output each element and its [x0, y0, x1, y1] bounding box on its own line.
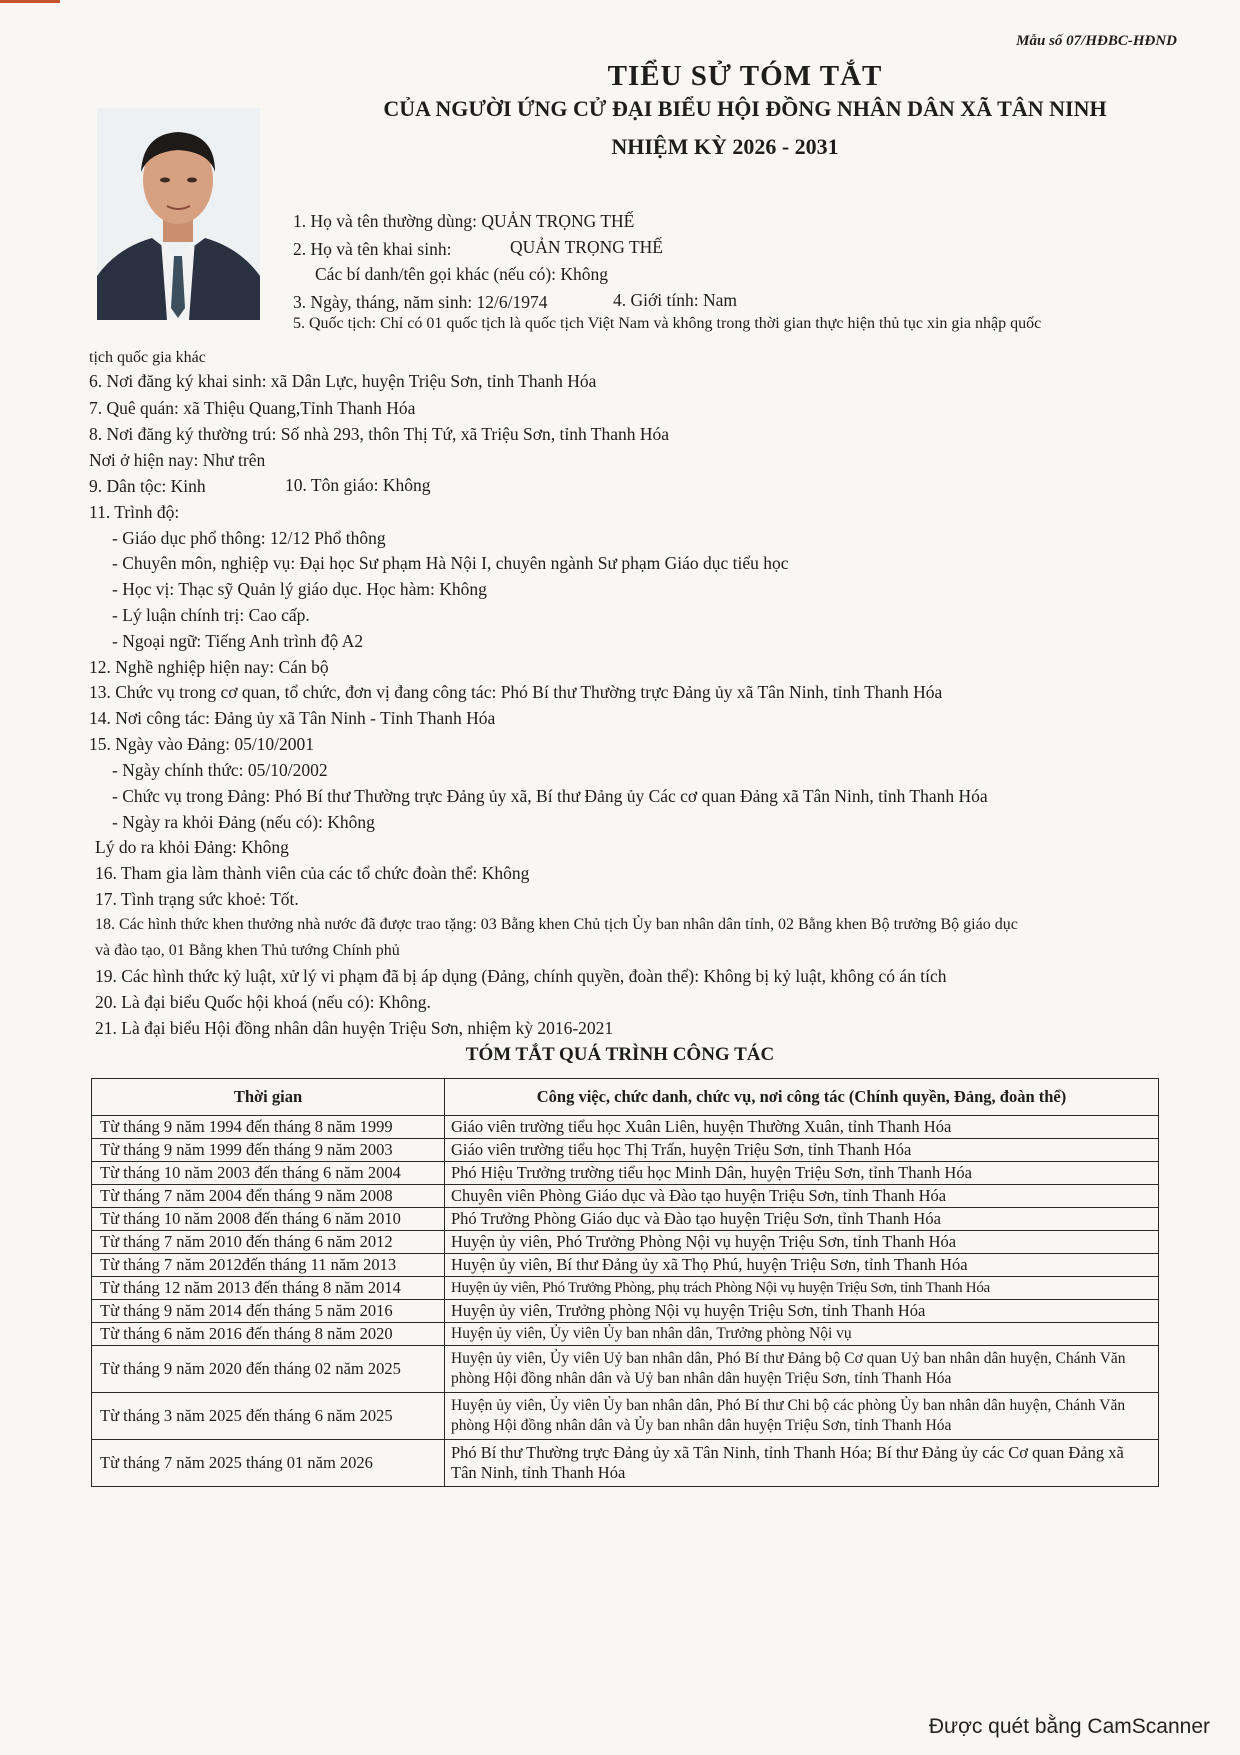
row-work: Phó Trưởng Phòng Giáo dục và Đào tạo huyện Triệu Sơn, tỉnh Thanh Hóa	[445, 1208, 1159, 1231]
info-dob: 3. Ngày, tháng, năm sinh: 12/6/1974	[293, 292, 548, 312]
info-party-position: - Chức vụ trong Đảng: Phó Bí thư Thường trực Đảng ủy xã, Bí thư Đảng ủy Các cơ quan Đảng xã Tân Ninh, tỉnh Thanh Hóa	[112, 786, 988, 806]
info-birth-name-value: QUẢN TRỌNG THẾ	[510, 237, 663, 257]
info-general-education: - Giáo dục phổ thông: 12/12 Phổ thông	[112, 528, 386, 548]
info-party-join-date: 15. Ngày vào Đảng: 05/10/2001	[89, 734, 315, 754]
row-work: Huyện ủy viên, Ủy viên Ủy ban nhân dân, Trưởng phòng Nội vụ	[445, 1323, 1159, 1346]
row-time: Từ tháng 6 năm 2016 đến tháng 8 năm 2020	[92, 1323, 445, 1346]
info-degree: - Học vị: Thạc sỹ Quản lý giáo dục. Học hàm: Không	[112, 579, 487, 599]
info-birth-registration: 6. Nơi đăng ký khai sinh: xã Dân Lực, huyện Triệu Sơn, tỉnh Thanh Hóa	[89, 371, 597, 391]
table-row	[92, 1440, 1159, 1487]
scan-edge-mark	[0, 0, 60, 3]
row-work: Phó Bí thư Thường trực Đảng ủy xã Tân Ninh, tỉnh Thanh Hóa; Bí thư Đảng ủy các Cơ quan Đảng xã Tân Ninh, tỉnh Thanh Hóa	[445, 1440, 1159, 1487]
candidate-portrait	[97, 108, 260, 320]
info-party-official-date: - Ngày chính thức: 05/10/2002	[112, 760, 328, 780]
info-common-name: 1. Họ và tên thường dùng: QUẢN TRỌNG THẾ	[293, 211, 635, 231]
document-title: TIỂU SỬ TÓM TẮT	[607, 60, 883, 92]
info-alias: Các bí danh/tên gọi khác (nếu có): Không	[315, 264, 609, 284]
table-row	[92, 1323, 1159, 1346]
table-row	[92, 1393, 1159, 1440]
info-workplace: 14. Nơi công tác: Đảng ủy xã Tân Ninh - Tỉnh Thanh Hóa	[89, 708, 496, 728]
camscanner-watermark: Được quét bằng CamScanner	[928, 1715, 1210, 1738]
row-time: Từ tháng 7 năm 2025 tháng 01 năm 2026	[92, 1440, 445, 1487]
row-time: Từ tháng 9 năm 2014 đến tháng 5 năm 2016	[92, 1300, 445, 1323]
table-row	[92, 1300, 1159, 1323]
info-organizations: 16. Tham gia làm thành viên của các tổ chức đoàn thể: Không	[95, 863, 530, 883]
table-row	[92, 1231, 1159, 1254]
document-term: NHIỆM KỲ 2026 - 2031	[611, 134, 839, 159]
row-time: Từ tháng 9 năm 2020 đến tháng 02 năm 2025	[92, 1346, 445, 1393]
table-row	[92, 1139, 1159, 1162]
row-time: Từ tháng 12 năm 2013 đến tháng 8 năm 2014	[92, 1277, 445, 1300]
table-row	[92, 1162, 1159, 1185]
info-nationality: 5. Quốc tịch: Chỉ có 01 quốc tịch là quốc tịch Việt Nam và không trong thời gian thực hiện thủ tục xin gia nhập quốc	[293, 315, 1042, 332]
table-row	[92, 1185, 1159, 1208]
info-party-leave-date: - Ngày ra khỏi Đảng (nếu có): Không	[112, 812, 375, 832]
info-foreign-language: - Ngoại ngữ: Tiếng Anh trình độ A2	[112, 631, 364, 651]
career-section-title: TÓM TẮT QUÁ TRÌNH CÔNG TÁC	[465, 1044, 775, 1065]
document-subtitle: CỦA NGƯỜI ỨNG CỬ ĐẠI BIỂU HỘI ĐỒNG NHÂN DÂN XÃ TÂN NINH	[383, 96, 1107, 121]
info-national-assembly: 20. Là đại biểu Quốc hội khoá (nếu có): Không.	[95, 992, 431, 1012]
row-work: Phó Hiệu Trưởng trường tiểu học Minh Dân, huyện Triệu Sơn, tỉnh Thanh Hóa	[445, 1162, 1159, 1185]
table-row	[92, 1254, 1159, 1277]
info-awards-cont: và đào tạo, 01 Bằng khen Thủ tướng Chính phủ	[95, 942, 400, 959]
row-work: Huyện ủy viên, Phó Trưởng Phòng Nội vụ huyện Triệu Sơn, tỉnh Thanh Hóa	[445, 1231, 1159, 1254]
row-time: Từ tháng 7 năm 2010 đến tháng 6 năm 2012	[92, 1231, 445, 1254]
info-permanent-residence: 8. Nơi đăng ký thường trú: Số nhà 293, thôn Thị Tứ, xã Triệu Sơn, tỉnh Thanh Hóa	[89, 424, 669, 444]
table-row	[92, 1208, 1159, 1231]
info-specialty: - Chuyên môn, nghiệp vụ: Đại học Sư phạm Hà Nội I, chuyên ngành Sư phạm Giáo dục tiểu học	[112, 553, 789, 573]
row-work: Chuyên viên Phòng Giáo dục và Đào tạo huyện Triệu Sơn, tỉnh Thanh Hóa	[445, 1185, 1159, 1208]
career-table-header	[92, 1079, 1159, 1116]
form-number: Mẫu số 07/HĐBC-HĐND	[1016, 33, 1177, 49]
table-row	[92, 1277, 1159, 1300]
info-current-residence: Nơi ở hiện nay: Như trên	[89, 450, 266, 470]
info-awards: 18. Các hình thức khen thưởng nhà nước đã được trao tặng: 03 Bằng khen Chủ tịch Ủy ban nhân dân tỉnh, 02 Bằng khen Bộ trưởng Bộ giáo dục	[95, 916, 1018, 933]
info-health: 17. Tình trạng sức khoẻ: Tốt.	[95, 889, 299, 909]
info-hometown: 7. Quê quán: xã Thiệu Quang,Tỉnh Thanh Hóa	[89, 398, 416, 418]
row-time: Từ tháng 10 năm 2003 đến tháng 6 năm 2004	[92, 1162, 445, 1185]
row-time: Từ tháng 9 năm 1994 đến tháng 8 năm 1999	[92, 1116, 445, 1139]
column-header-work: Công việc, chức danh, chức vụ, nơi công tác (Chính quyền, Đảng, đoàn thể)	[445, 1079, 1159, 1116]
row-time: Từ tháng 7 năm 2004 đến tháng 9 năm 2008	[92, 1185, 445, 1208]
row-time: Từ tháng 9 năm 1999 đến tháng 9 năm 2003	[92, 1139, 445, 1162]
info-birth-name-label: 2. Họ và tên khai sinh:	[293, 239, 452, 259]
column-header-time: Thời gian	[92, 1079, 445, 1116]
table-row	[92, 1116, 1159, 1139]
row-time: Từ tháng 10 năm 2008 đến tháng 6 năm 2010	[92, 1208, 445, 1231]
info-occupation: 12. Nghề nghiệp hiện nay: Cán bộ	[89, 657, 329, 677]
info-ethnicity: 9. Dân tộc: Kinh	[89, 476, 206, 496]
row-work: Huyện ủy viên, Phó Trưởng Phòng, phụ trách Phòng Nội vụ huyện Triệu Sơn, tỉnh Thanh Hóa	[445, 1277, 1159, 1300]
table-row	[92, 1346, 1159, 1393]
row-time: Từ tháng 3 năm 2025 đến tháng 6 năm 2025	[92, 1393, 445, 1440]
info-education-heading: 11. Trình độ:	[89, 502, 180, 522]
row-work: Huyện ủy viên, Ủy viên Uỷ ban nhân dân, Phó Bí thư Đảng bộ Cơ quan Uỷ ban nhân dân huyện, Chánh Văn phòng Hội đồng nhân dân và Uỷ ban nhân dân huyện Triệu Sơn, tỉnh Thanh Hóa	[445, 1346, 1159, 1393]
career-table	[91, 1078, 1159, 1487]
info-party-leave-reason: Lý do ra khỏi Đảng: Không	[95, 837, 289, 857]
row-work: Huyện ủy viên, Trưởng phòng Nội vụ huyện Triệu Sơn, tỉnh Thanh Hóa	[445, 1300, 1159, 1323]
info-religion: 10. Tôn giáo: Không	[285, 475, 431, 495]
row-work: Huyện ủy viên, Ủy viên Ủy ban nhân dân, Phó Bí thư Chi bộ các phòng Ủy ban nhân dân huyện, Chánh Văn phòng Hội đồng nhân dân và Ủy ban nhân dân huyện Triệu Sơn, tỉnh Thanh Hóa	[445, 1393, 1159, 1440]
info-nationality-cont: tịch quốc gia khác	[89, 349, 206, 366]
info-district-council: 21. Là đại biểu Hội đồng nhân dân huyện Triệu Sơn, nhiệm kỳ 2016-2021	[95, 1018, 614, 1038]
info-gender: 4. Giới tính: Nam	[613, 290, 737, 310]
info-position: 13. Chức vụ trong cơ quan, tổ chức, đơn vị đang công tác: Phó Bí thư Thường trực Đảng ủy xã Tân Ninh, tỉnh Thanh Hóa	[89, 682, 943, 702]
info-discipline: 19. Các hình thức kỷ luật, xử lý vi phạm đã bị áp dụng (Đảng, chính quyền, đoàn thể): Không bị kỷ luật, không có án tích	[95, 966, 947, 986]
info-political-theory: - Lý luận chính trị: Cao cấp.	[112, 605, 310, 625]
row-time: Từ tháng 7 năm 2012đến tháng 11 năm 2013	[92, 1254, 445, 1277]
row-work: Giáo viên trường tiểu học Xuân Liên, huyện Thường Xuân, tỉnh Thanh Hóa	[445, 1116, 1159, 1139]
row-work: Huyện ủy viên, Bí thư Đảng ủy xã Thọ Phú, huyện Triệu Sơn, tỉnh Thanh Hóa	[445, 1254, 1159, 1277]
row-work: Giáo viên trường tiểu học Thị Trấn, huyện Triệu Sơn, tỉnh Thanh Hóa	[445, 1139, 1159, 1162]
